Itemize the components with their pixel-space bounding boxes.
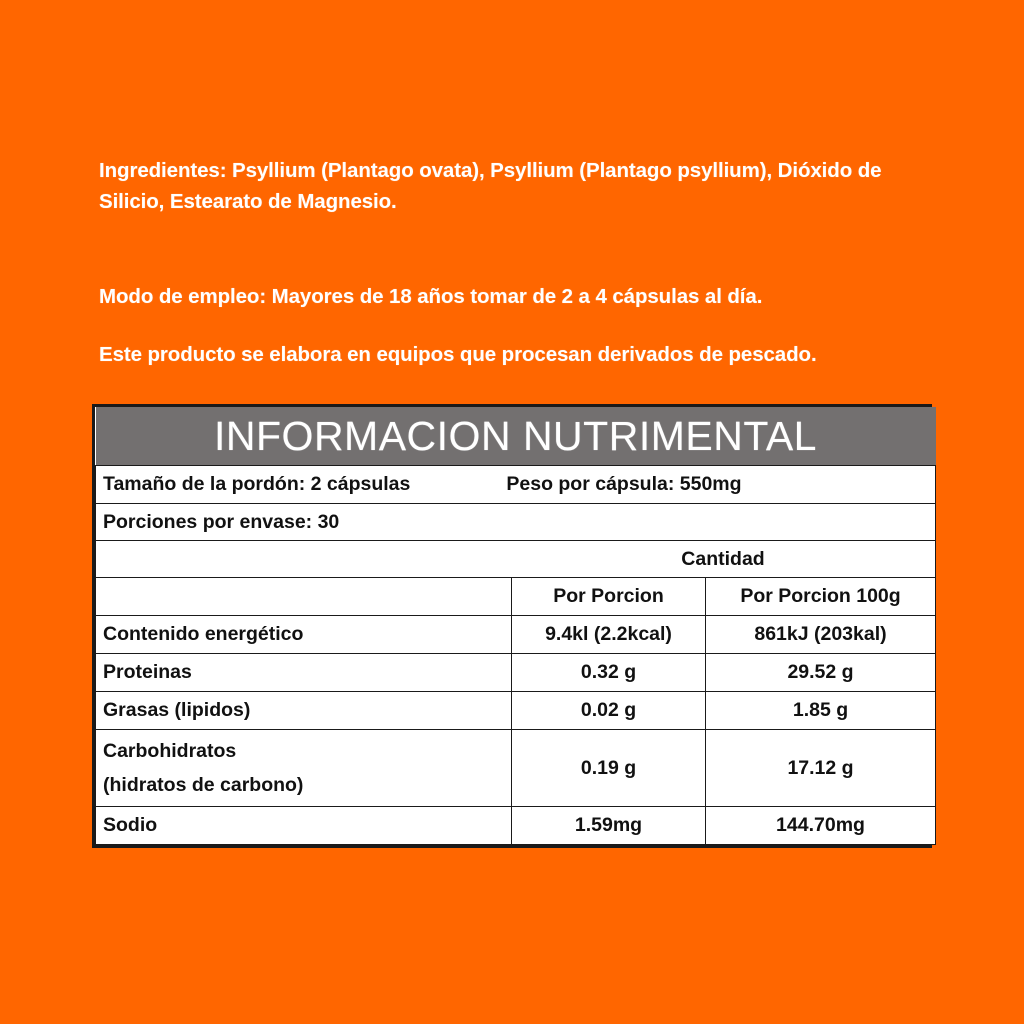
nutrient-value-per-portion: 0.02 g [512, 692, 706, 730]
nutrient-value-per-100g: 144.70mg [706, 807, 936, 845]
table-title-row [96, 407, 936, 466]
table-row [96, 654, 936, 692]
nutrient-name-line1: Carbohidratos [103, 740, 237, 762]
table-row [96, 730, 936, 807]
nutrient-value-per-portion: 9.4kl (2.2kcal) [512, 616, 706, 654]
nutrient-name: Sodio [96, 807, 512, 845]
column-header-nutrient [96, 578, 512, 616]
usage-instructions-paragraph: Modo de empleo: Mayores de 18 años tomar de 2 a 4 cápsulas al día. [99, 285, 763, 308]
amount-header-text: Cantidad [681, 547, 765, 570]
column-header-per-100g: Por Porcion 100g [706, 578, 936, 616]
nutrient-value-per-100g: 1.85 g [706, 692, 936, 730]
serving-info-cell [96, 466, 936, 504]
column-headers-row [96, 578, 936, 616]
allergen-warning-paragraph: Este producto se elabora en equipos que procesan derivados de pescado. [99, 343, 817, 366]
table-row [96, 692, 936, 730]
table-row [96, 807, 936, 845]
capsule-weight-text: Peso por cápsula: 550mg [506, 473, 742, 495]
nutrient-name: Grasas (lipidos) [96, 692, 512, 730]
amount-header-row [96, 541, 936, 578]
nutrient-value-per-100g: 861kJ (203kal) [706, 616, 936, 654]
nutrient-name: Contenido energético [96, 616, 512, 654]
nutrient-name: Proteinas [96, 654, 512, 692]
nutrition-facts-table [92, 404, 932, 848]
nutrient-value-per-portion: 0.32 g [512, 654, 706, 692]
nutrient-value-per-100g: 29.52 g [706, 654, 936, 692]
nutrition-table-title: INFORMACION NUTRIMENTAL [214, 413, 817, 459]
nutrient-value-per-portion: 1.59mg [512, 807, 706, 845]
ingredients-paragraph: Ingredientes: Psyllium (Plantago ovata), Psyllium (Plantago psyllium), Dióxido de Silicio, Estearato de Magnesio. [99, 159, 882, 213]
table-title-cell [96, 407, 936, 466]
nutrient-value-per-portion: 0.19 g [512, 730, 706, 807]
nutrient-name-line2: (hidratos de carbono) [103, 774, 304, 796]
serving-info-row [96, 466, 936, 504]
portions-per-container-text: Porciones por envase: 30 [96, 504, 936, 541]
column-header-per-portion: Por Porcion [512, 578, 706, 616]
product-info-block [99, 155, 899, 370]
portions-row [96, 504, 936, 541]
nutrient-value-per-100g: 17.12 g [706, 730, 936, 807]
nutrient-name [96, 730, 512, 807]
table-row [96, 616, 936, 654]
serving-size-text: Tamaño de la pordón: 2 cápsulas [103, 473, 411, 495]
amount-header-cell [96, 541, 936, 578]
